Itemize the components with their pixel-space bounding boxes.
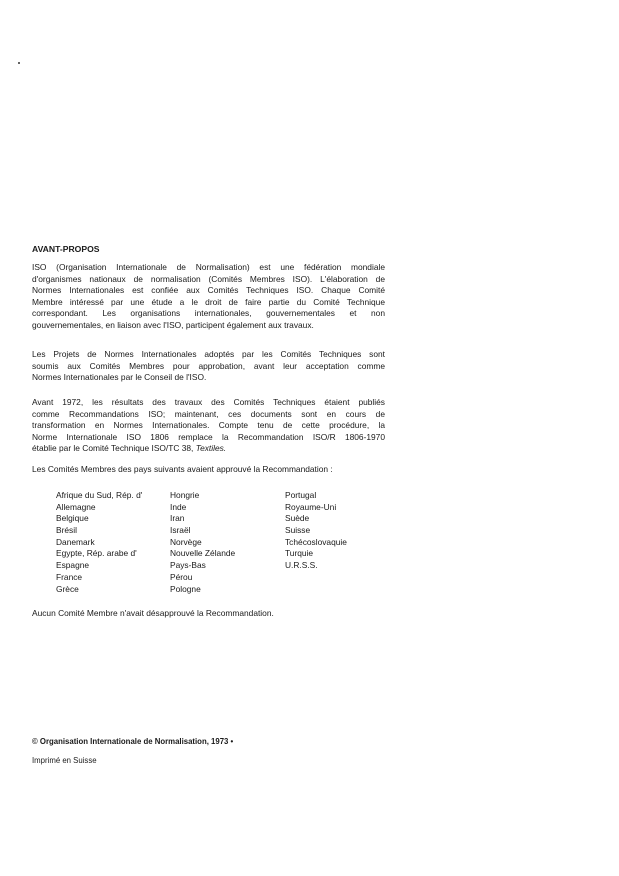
country: Tchécoslovaquie: [285, 536, 347, 547]
scan-speck: [18, 62, 20, 64]
country: Royaume-Uni: [285, 501, 337, 512]
country-column-2: [170, 490, 285, 595]
paragraph-avant-1972: [32, 397, 385, 455]
country: Belgique: [56, 513, 89, 524]
paragraph-iso-intro: [32, 262, 385, 332]
country: Grèce: [56, 583, 79, 594]
country: Israël: [170, 525, 191, 536]
country: Pays-Bas: [170, 560, 206, 571]
country: Suisse: [285, 525, 311, 536]
text-line: Norme Internationale ISO 1806 remplace la Recommandation ISO/R 1806-1970: [32, 431, 385, 442]
country: Norvège: [170, 536, 202, 547]
country: Danemark: [56, 536, 95, 547]
paragraph-projets: [32, 349, 385, 384]
copyright-notice: © Organisation Internationale de Normalisation, 1973 •: [32, 737, 234, 746]
text-line: gouvernementales, en liaison avec l'ISO, participent également aux travaux.: [32, 319, 314, 330]
section-heading: AVANT-PROPOS: [32, 244, 100, 254]
country: Inde: [170, 501, 187, 512]
country: Nouvelle Zélande: [170, 548, 236, 559]
approval-intro: Les Comités Membres des pays suivants avaient approuvé la Recommandation :: [32, 464, 333, 474]
country: France: [56, 571, 83, 582]
text-line: Les Projets de Normes Internationales adoptés par les Comités Techniques sont: [32, 349, 385, 359]
country: Allemagne: [56, 501, 96, 512]
text-line: Normes Internationales par le Conseil de l'ISO.: [32, 372, 207, 383]
text-line: comme Recommandations ISO; maintenant, ces documents sont en cours de: [32, 408, 385, 419]
country: Pologne: [170, 583, 201, 594]
country-column-1: [56, 490, 170, 595]
text-line: correspondant. Les organisations internationales, gouvernementales et non: [32, 308, 385, 319]
text-line: transformation en Normes Internationales. Compte tenu de cette procédure, la: [32, 420, 385, 431]
text-line: Normes Internationales est confiée aux Comités Techniques ISO. Chaque Comité: [32, 285, 385, 296]
country: Turquie: [285, 548, 314, 559]
printed-in: Imprimé en Suisse: [32, 756, 97, 765]
textiles-italic: Textiles.: [195, 443, 227, 454]
country-column-3: [285, 490, 347, 595]
text-line: d'organismes nationaux de normalisation (Comités Membres ISO). L'élaboration de: [32, 273, 385, 284]
country-list: [56, 490, 347, 595]
country: Pérou: [170, 571, 193, 582]
country: Egypte, Rép. arabe d': [56, 548, 137, 559]
text-line: Avant 1972, les résultats des travaux des Comités Techniques étaient publiés: [32, 397, 385, 407]
country: U.R.S.S.: [285, 560, 318, 571]
text-line: ISO (Organisation Internationale de Normalisation) est une fédération mondiale: [32, 262, 385, 272]
text-line: [32, 443, 385, 455]
country: Iran: [170, 513, 185, 524]
text-line: Membre intéressé par une étude a le droit de faire partie du Comité Technique: [32, 296, 385, 307]
disapproval-statement: Aucun Comité Membre n'avait désapprouvé la Recommandation.: [32, 608, 274, 618]
country: Espagne: [56, 560, 90, 571]
country: Portugal: [285, 490, 317, 500]
country: Brésil: [56, 525, 77, 536]
text-span: établie par le Comité Technique ISO/TC 38,: [32, 443, 196, 454]
text-line: soumis aux Comités Membres pour approbation, avant leur acceptation comme: [32, 360, 385, 371]
country: Hongrie: [170, 490, 200, 500]
country: Afrique du Sud, Rép. d': [56, 490, 143, 500]
country: Suède: [285, 513, 310, 524]
